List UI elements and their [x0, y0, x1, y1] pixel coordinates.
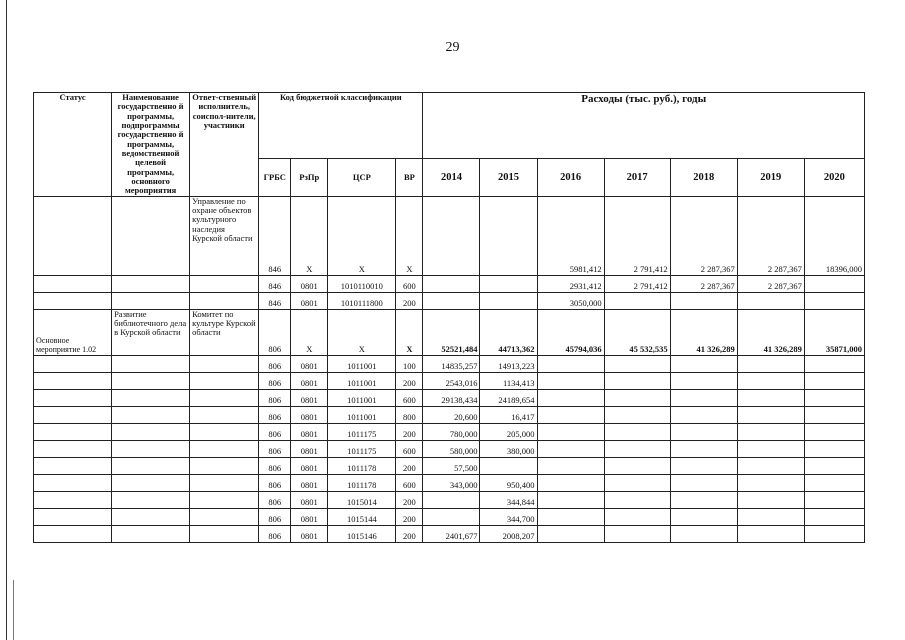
cell-v2014: 343,000: [423, 474, 480, 491]
cell-v2014: 52521,484: [423, 309, 480, 355]
cell-v2020: [804, 525, 864, 542]
cell-name: [112, 457, 190, 474]
table-row: [34, 355, 865, 372]
cell-grbs: 806: [259, 309, 291, 355]
cell-v2016: [537, 372, 604, 389]
cell-name: [112, 196, 190, 275]
cell-v2015: [480, 292, 537, 309]
cell-vr: Х: [396, 196, 423, 275]
cell-v2020: [804, 275, 864, 292]
cell-v2015: 205,000: [480, 423, 537, 440]
cell-v2018: [670, 406, 737, 423]
cell-rzpr: 0801: [291, 491, 328, 508]
cell-v2016: [537, 474, 604, 491]
cell-v2018: [670, 525, 737, 542]
col-year-header: 2018: [670, 158, 737, 196]
cell-rzpr: 0801: [291, 457, 328, 474]
cell-csr: 1011175: [328, 440, 396, 457]
cell-status: [34, 389, 112, 406]
cell-rzpr: 0801: [291, 292, 328, 309]
table-row: [34, 309, 865, 355]
cell-rzpr: 0801: [291, 525, 328, 542]
scan-edge-line: [13, 580, 14, 640]
cell-resp: [190, 508, 259, 525]
cell-v2014: [423, 292, 480, 309]
cell-rzpr: 0801: [291, 423, 328, 440]
cell-v2017: [604, 292, 670, 309]
table-row: [34, 525, 865, 542]
cell-v2018: [670, 292, 737, 309]
cell-grbs: 846: [259, 196, 291, 275]
table-row: [34, 474, 865, 491]
cell-v2017: [604, 406, 670, 423]
cell-name: [112, 491, 190, 508]
cell-grbs: 846: [259, 292, 291, 309]
cell-vr: 600: [396, 275, 423, 292]
col-year-header: 2016: [537, 158, 604, 196]
cell-grbs: 806: [259, 389, 291, 406]
cell-grbs: 806: [259, 525, 291, 542]
cell-v2019: [737, 423, 804, 440]
cell-status: [34, 457, 112, 474]
table-row: [34, 372, 865, 389]
cell-status: [34, 525, 112, 542]
cell-v2019: [737, 491, 804, 508]
cell-v2017: [604, 508, 670, 525]
cell-v2014: 780,000: [423, 423, 480, 440]
cell-name: [112, 372, 190, 389]
cell-v2017: [604, 423, 670, 440]
cell-v2014: [423, 508, 480, 525]
cell-status: [34, 406, 112, 423]
cell-v2020: [804, 491, 864, 508]
cell-v2015: [480, 457, 537, 474]
cell-v2019: [737, 525, 804, 542]
col-year-header: 2015: [480, 158, 537, 196]
cell-v2018: [670, 491, 737, 508]
col-status-header: Статус: [34, 93, 112, 197]
cell-v2017: [604, 372, 670, 389]
budget-table: [33, 92, 865, 543]
cell-v2015: 24189,654: [480, 389, 537, 406]
cell-v2019: [737, 292, 804, 309]
cell-v2014: 14835,257: [423, 355, 480, 372]
cell-v2020: [804, 292, 864, 309]
cell-v2014: 57,500: [423, 457, 480, 474]
cell-resp: [190, 292, 259, 309]
cell-grbs: 846: [259, 275, 291, 292]
cell-v2014: [423, 491, 480, 508]
cell-vr: 200: [396, 423, 423, 440]
cell-v2019: [737, 406, 804, 423]
cell-grbs: 806: [259, 406, 291, 423]
cell-status: [34, 423, 112, 440]
cell-csr: 1011178: [328, 457, 396, 474]
cell-v2014: 29138,434: [423, 389, 480, 406]
table-row: [34, 389, 865, 406]
table-row: [34, 508, 865, 525]
cell-status: Основное мероприятие 1.02: [34, 309, 112, 355]
cell-status: [34, 491, 112, 508]
cell-v2019: [737, 355, 804, 372]
cell-status: [34, 372, 112, 389]
table-row: [34, 196, 865, 275]
cell-grbs: 806: [259, 423, 291, 440]
cell-v2018: [670, 423, 737, 440]
cell-v2015: 380,000: [480, 440, 537, 457]
cell-grbs: 806: [259, 440, 291, 457]
cell-vr: 200: [396, 508, 423, 525]
cell-name: [112, 440, 190, 457]
cell-csr: 1011178: [328, 474, 396, 491]
cell-vr: 200: [396, 457, 423, 474]
cell-v2016: [537, 525, 604, 542]
table-row: [34, 292, 865, 309]
table-row: [34, 491, 865, 508]
cell-grbs: 806: [259, 372, 291, 389]
cell-v2017: [604, 355, 670, 372]
cell-v2015: 44713,362: [480, 309, 537, 355]
cell-v2018: [670, 355, 737, 372]
cell-vr: 200: [396, 292, 423, 309]
cell-name: [112, 474, 190, 491]
cell-v2016: [537, 491, 604, 508]
col-year-header: 2019: [737, 158, 804, 196]
col-year-header: 2020: [804, 158, 864, 196]
cell-v2014: 2543,016: [423, 372, 480, 389]
col-grbs-header: ГРБС: [259, 158, 291, 196]
cell-rzpr: 0801: [291, 406, 328, 423]
cell-vr: 600: [396, 474, 423, 491]
cell-csr: 1015014: [328, 491, 396, 508]
cell-vr: 200: [396, 372, 423, 389]
cell-resp: [190, 406, 259, 423]
cell-v2016: [537, 423, 604, 440]
cell-v2020: [804, 389, 864, 406]
cell-v2016: 45794,036: [537, 309, 604, 355]
cell-v2015: 344,700: [480, 508, 537, 525]
cell-v2020: [804, 457, 864, 474]
cell-csr: 1015146: [328, 525, 396, 542]
cell-name: [112, 389, 190, 406]
cell-vr: Х: [396, 309, 423, 355]
cell-resp: [190, 423, 259, 440]
cell-v2018: [670, 457, 737, 474]
cell-csr: 1015144: [328, 508, 396, 525]
cell-grbs: 806: [259, 508, 291, 525]
col-year-header: 2017: [604, 158, 670, 196]
cell-resp: [190, 355, 259, 372]
cell-resp: [190, 372, 259, 389]
cell-v2017: [604, 457, 670, 474]
cell-resp: [190, 440, 259, 457]
col-name-header: Наименование государственно й программы, подпрограммы государственно й программы, ведомственной целевой программы, основного мероприятия: [112, 93, 190, 197]
cell-v2016: [537, 457, 604, 474]
cell-name: [112, 292, 190, 309]
cell-v2015: 1134,413: [480, 372, 537, 389]
cell-v2015: 16,417: [480, 406, 537, 423]
cell-v2016: [537, 355, 604, 372]
col-csr-header: ЦСР: [328, 158, 396, 196]
cell-name: [112, 355, 190, 372]
cell-v2019: [737, 457, 804, 474]
cell-v2017: 2 791,412: [604, 196, 670, 275]
cell-rzpr: Х: [291, 309, 328, 355]
cell-v2016: [537, 508, 604, 525]
cell-v2018: [670, 389, 737, 406]
cell-csr: 1011175: [328, 423, 396, 440]
cell-resp: [190, 275, 259, 292]
cell-rzpr: 0801: [291, 355, 328, 372]
cell-vr: 200: [396, 525, 423, 542]
cell-v2020: 35871,000: [804, 309, 864, 355]
cell-rzpr: 0801: [291, 372, 328, 389]
cell-status: [34, 508, 112, 525]
cell-name: [112, 508, 190, 525]
cell-v2020: [804, 372, 864, 389]
expenses-header: Расходы (тыс. руб.), годы: [423, 93, 865, 159]
cell-name: [112, 406, 190, 423]
cell-v2016: 3050,000: [537, 292, 604, 309]
scan-edge-line: [6, 0, 7, 640]
cell-vr: 600: [396, 440, 423, 457]
cell-v2019: [737, 440, 804, 457]
cell-v2016: [537, 389, 604, 406]
cell-v2019: [737, 508, 804, 525]
cell-v2019: [737, 474, 804, 491]
cell-v2020: [804, 474, 864, 491]
cell-resp: [190, 491, 259, 508]
cell-v2015: [480, 275, 537, 292]
cell-name: [112, 525, 190, 542]
cell-v2016: [537, 406, 604, 423]
cell-v2018: [670, 440, 737, 457]
cell-v2018: [670, 474, 737, 491]
cell-name: [112, 275, 190, 292]
cell-rzpr: 0801: [291, 389, 328, 406]
cell-v2019: [737, 372, 804, 389]
cell-vr: 600: [396, 389, 423, 406]
cell-v2017: 45 532,535: [604, 309, 670, 355]
cell-vr: 100: [396, 355, 423, 372]
cell-csr: Х: [328, 309, 396, 355]
cell-v2016: 2931,412: [537, 275, 604, 292]
cell-status: [34, 355, 112, 372]
cell-csr: 1011001: [328, 372, 396, 389]
cell-csr: 1011001: [328, 355, 396, 372]
cell-v2018: [670, 508, 737, 525]
cell-csr: Х: [328, 196, 396, 275]
cell-rzpr: 0801: [291, 275, 328, 292]
cell-status: [34, 196, 112, 275]
col-vr-header: ВР: [396, 158, 423, 196]
col-year-header: 2014: [423, 158, 480, 196]
cell-v2015: 950,400: [480, 474, 537, 491]
cell-v2017: [604, 491, 670, 508]
cell-v2014: [423, 275, 480, 292]
cell-v2018: 41 326,289: [670, 309, 737, 355]
cell-csr: 1010111800: [328, 292, 396, 309]
table-row: [34, 406, 865, 423]
cell-rzpr: 0801: [291, 440, 328, 457]
table-row: [34, 457, 865, 474]
cell-v2017: [604, 474, 670, 491]
cell-v2014: 20,600: [423, 406, 480, 423]
cell-v2019: 41 326,289: [737, 309, 804, 355]
cell-rzpr: 0801: [291, 474, 328, 491]
cell-v2015: 14913,223: [480, 355, 537, 372]
cell-v2017: 2 791,412: [604, 275, 670, 292]
cell-csr: 1011001: [328, 389, 396, 406]
header-row: [34, 93, 865, 159]
cell-v2014: 580,000: [423, 440, 480, 457]
cell-v2019: 2 287,367: [737, 275, 804, 292]
col-rzpr-header: РзПр: [291, 158, 328, 196]
cell-v2020: [804, 355, 864, 372]
col-responsible-header: Ответ-ственный исполнитель, соиспол-нители, участники: [190, 93, 259, 197]
cell-v2014: [423, 196, 480, 275]
cell-v2020: [804, 406, 864, 423]
cell-status: [34, 440, 112, 457]
cell-csr: 1010110010: [328, 275, 396, 292]
page-number: 29: [445, 40, 460, 55]
cell-v2019: [737, 389, 804, 406]
cell-grbs: 806: [259, 457, 291, 474]
table-row: [34, 275, 865, 292]
cell-status: [34, 292, 112, 309]
cell-v2016: [537, 440, 604, 457]
cell-v2018: 2 287,367: [670, 196, 737, 275]
budget-code-header: Код бюджетной классификации: [259, 93, 423, 159]
cell-v2014: 2401,677: [423, 525, 480, 542]
cell-resp: [190, 474, 259, 491]
cell-v2018: 2 287,367: [670, 275, 737, 292]
cell-status: [34, 474, 112, 491]
cell-v2020: [804, 440, 864, 457]
cell-resp: [190, 457, 259, 474]
cell-status: [34, 275, 112, 292]
cell-v2015: 2008,207: [480, 525, 537, 542]
cell-v2015: 344,844: [480, 491, 537, 508]
cell-resp: [190, 389, 259, 406]
table-row: [34, 423, 865, 440]
cell-resp: Управление по охране объектов культурного наследия Курской области: [190, 196, 259, 275]
cell-v2015: [480, 196, 537, 275]
cell-name: [112, 423, 190, 440]
cell-csr: 1011001: [328, 406, 396, 423]
cell-vr: 800: [396, 406, 423, 423]
cell-v2018: [670, 372, 737, 389]
cell-v2016: 5981,412: [537, 196, 604, 275]
table-row: [34, 440, 865, 457]
cell-v2020: [804, 423, 864, 440]
cell-v2020: 18396,000: [804, 196, 864, 275]
cell-grbs: 806: [259, 355, 291, 372]
cell-v2017: [604, 525, 670, 542]
cell-grbs: 806: [259, 491, 291, 508]
cell-v2020: [804, 508, 864, 525]
cell-rzpr: 0801: [291, 508, 328, 525]
cell-grbs: 806: [259, 474, 291, 491]
cell-v2017: [604, 440, 670, 457]
cell-name: Развитие библиотечного дела в Курской области: [112, 309, 190, 355]
cell-resp: [190, 525, 259, 542]
cell-v2017: [604, 389, 670, 406]
cell-resp: Комитет по культуре Курской области: [190, 309, 259, 355]
cell-vr: 200: [396, 491, 423, 508]
cell-rzpr: Х: [291, 196, 328, 275]
cell-v2019: 2 287,367: [737, 196, 804, 275]
